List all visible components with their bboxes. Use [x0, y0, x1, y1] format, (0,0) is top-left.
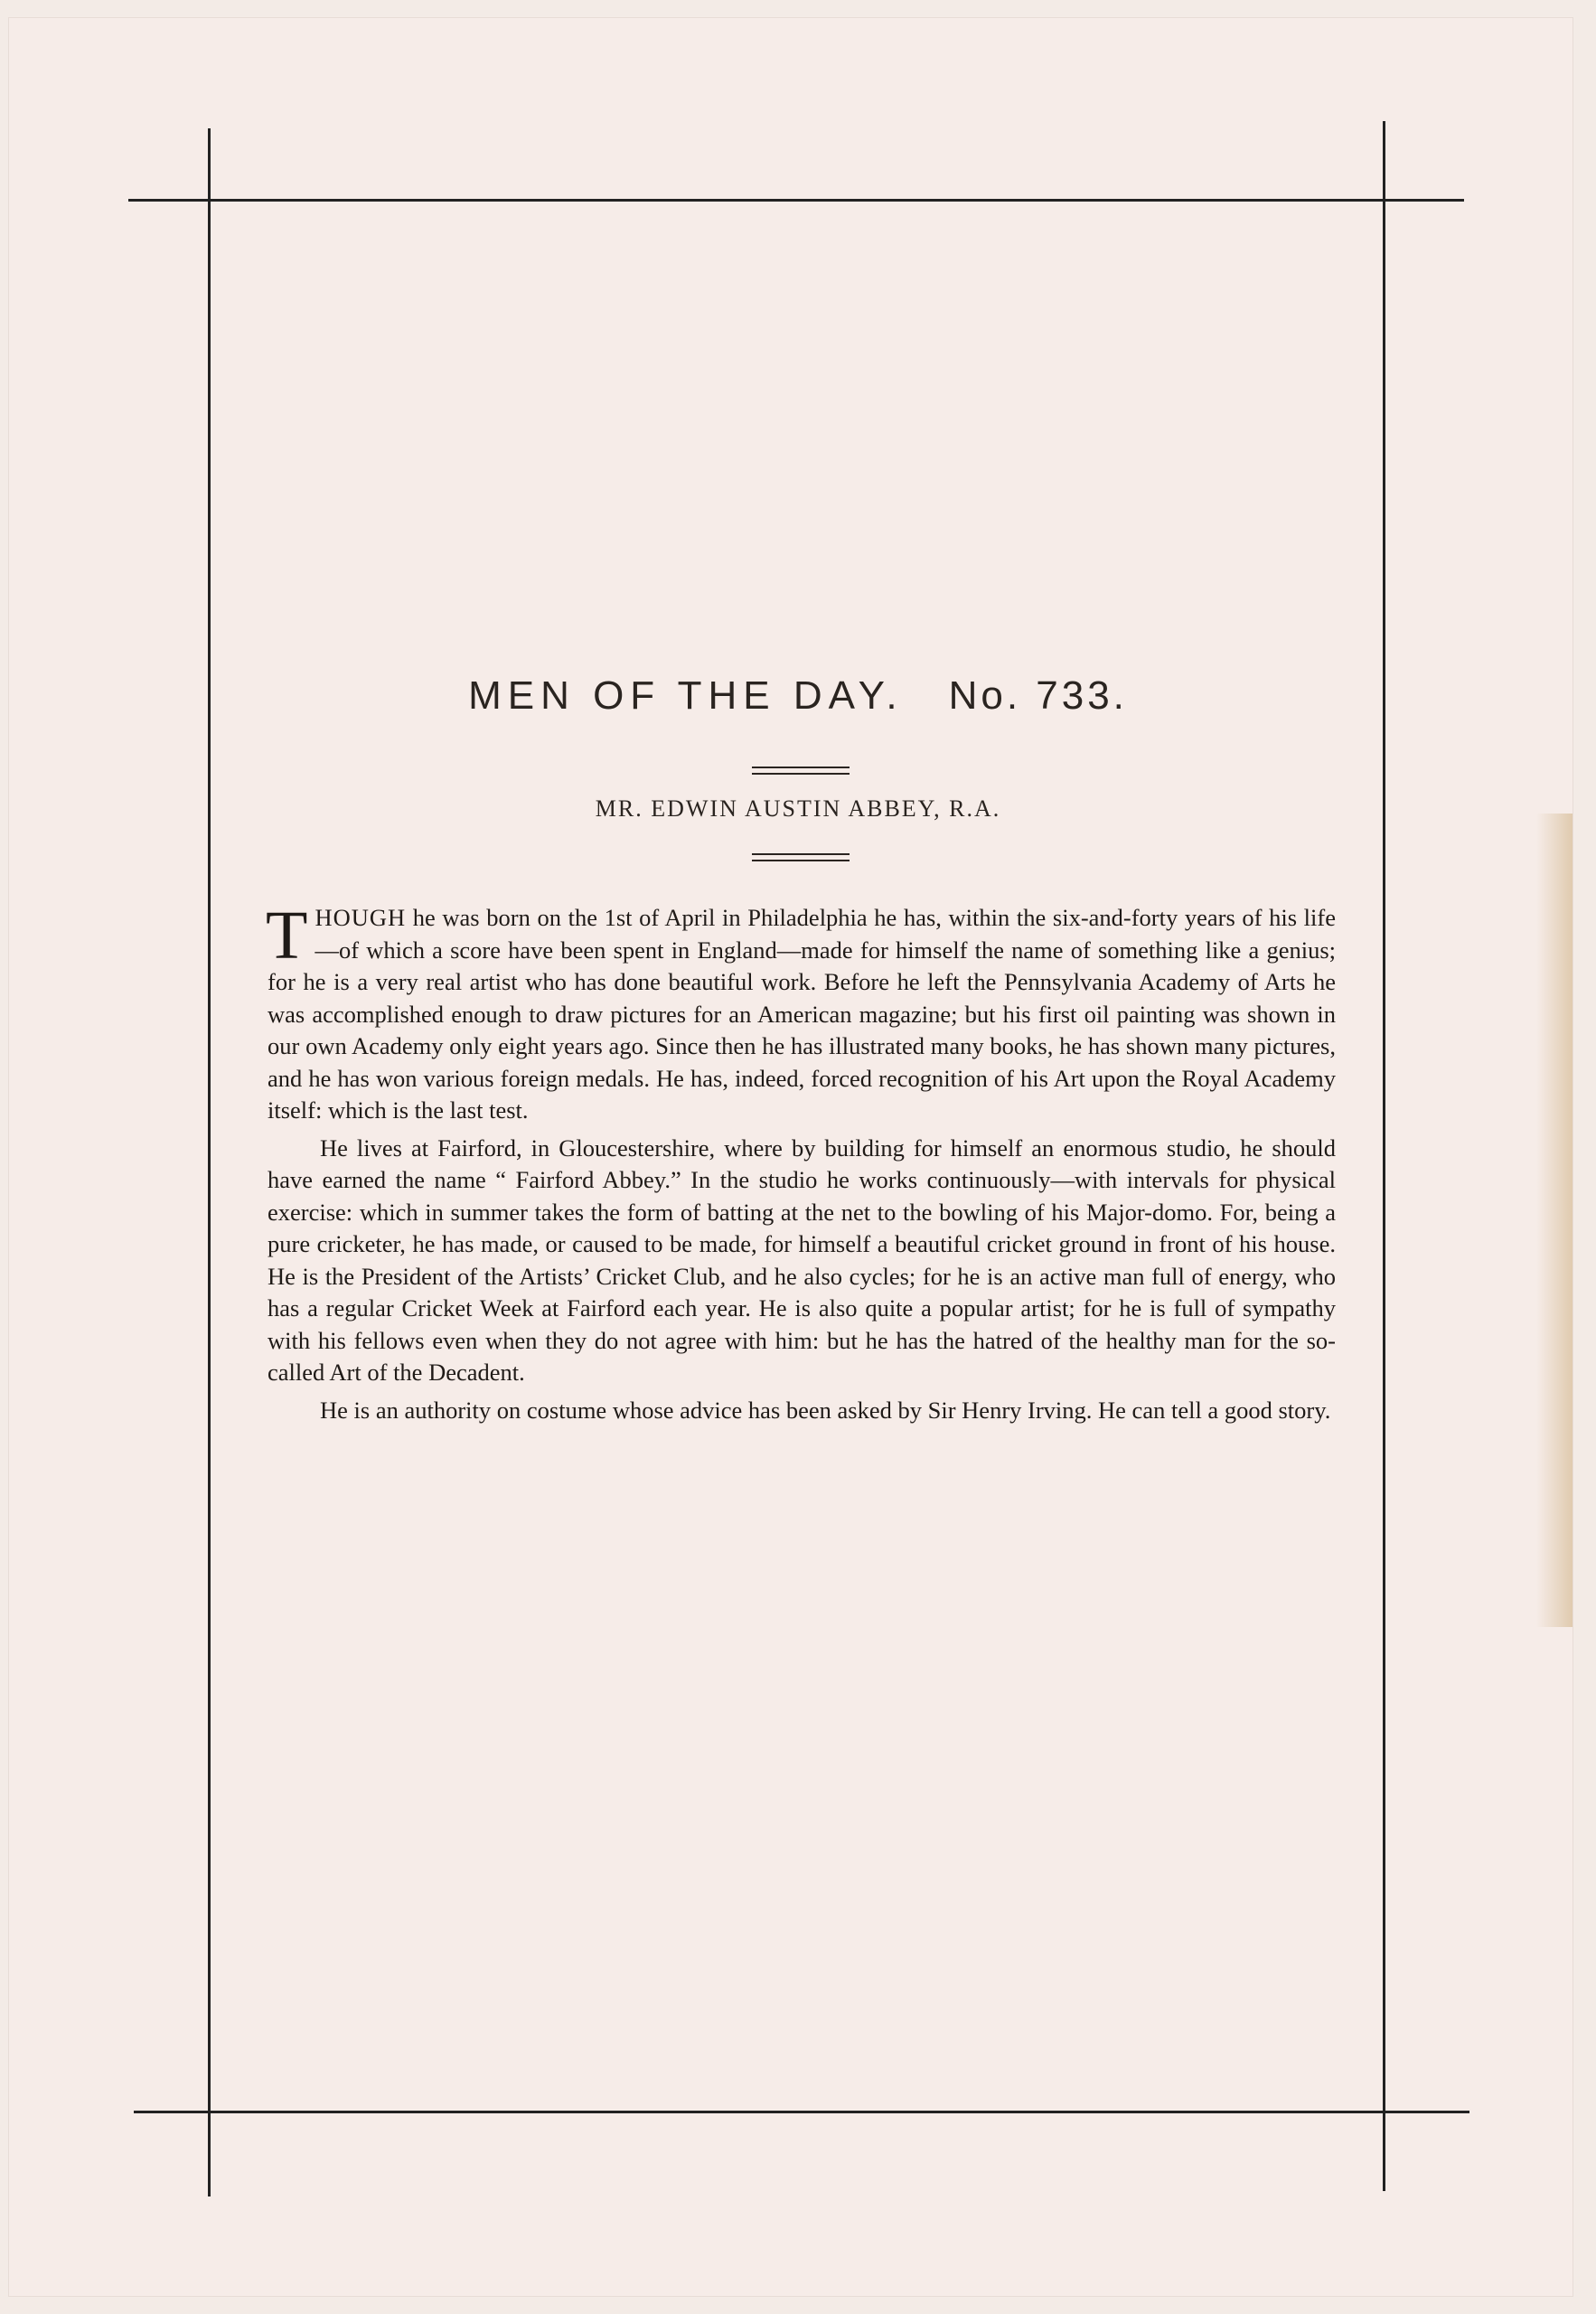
- title-text: MEN OF THE DAY.: [468, 673, 904, 718]
- subject-divider: [752, 853, 850, 861]
- paragraph-1: [266, 898, 1336, 1127]
- bottom-border-rule: [134, 2111, 1469, 2113]
- paragraph-2: He lives at Fairford, in Gloucestershire, where by building for himself an enormous studio, he should have earned the name “ Fairford Abbey.” In the studio he works continuously—with intervals for physical exercise: which in summer takes the form of batting at the net to the bowling of his Major-domo. For, being a pure cricketer, he has made, or caused to be made, for himself a beautiful cricket ground in front of his house. He is the President of the Artists’ Cricket Club, and he also cycles; for he is an active man full of energy, who has a regular Cricket Week at Fairford each year. He is also quite a popular artist; for he is full of sympathy with his fellows even when they do not agree with him: but he has the hatred of the healthy man for the so-called Art of the Decadent.: [268, 1133, 1336, 1386]
- drop-cap: T: [266, 898, 308, 974]
- right-border-rule: [1383, 121, 1385, 2191]
- title-divider: [752, 767, 850, 775]
- top-border-rule: [128, 199, 1464, 202]
- lead-word: HOUGH: [315, 904, 407, 931]
- paragraph-1-text: he was born on the 1st of April in Philadelphia he has, within the six-and-forty years of his life—of which a score have been spent in England—made for himself the name of something like a genius; for he is a very real artist who has done beautiful work. Before he left the Pennsylvania Academy of Arts he was accomplished enough to draw pictures for an American magazine; but his first oil painting was shown in our own Academy only eight years ago. Since then he has illustrated many books, he has shown many pictures, and he has won various foreign medals. He has, indeed, forced recognition of his Art upon the Royal Academy itself: which is the last test.: [268, 904, 1336, 1124]
- left-border-rule: [208, 128, 211, 2196]
- paper-edge-stain: [1536, 814, 1573, 1627]
- page-title: [0, 673, 1596, 719]
- paragraph-3: He is an authority on costume whose advice has been asked by Sir Henry Irving. He can tell a good story.: [320, 1396, 1331, 1424]
- issue-number: No. 733.: [948, 673, 1128, 718]
- subject-name: MR. EDWIN AUSTIN ABBEY, R.A.: [595, 795, 1001, 822]
- article-body: [266, 898, 1336, 1432]
